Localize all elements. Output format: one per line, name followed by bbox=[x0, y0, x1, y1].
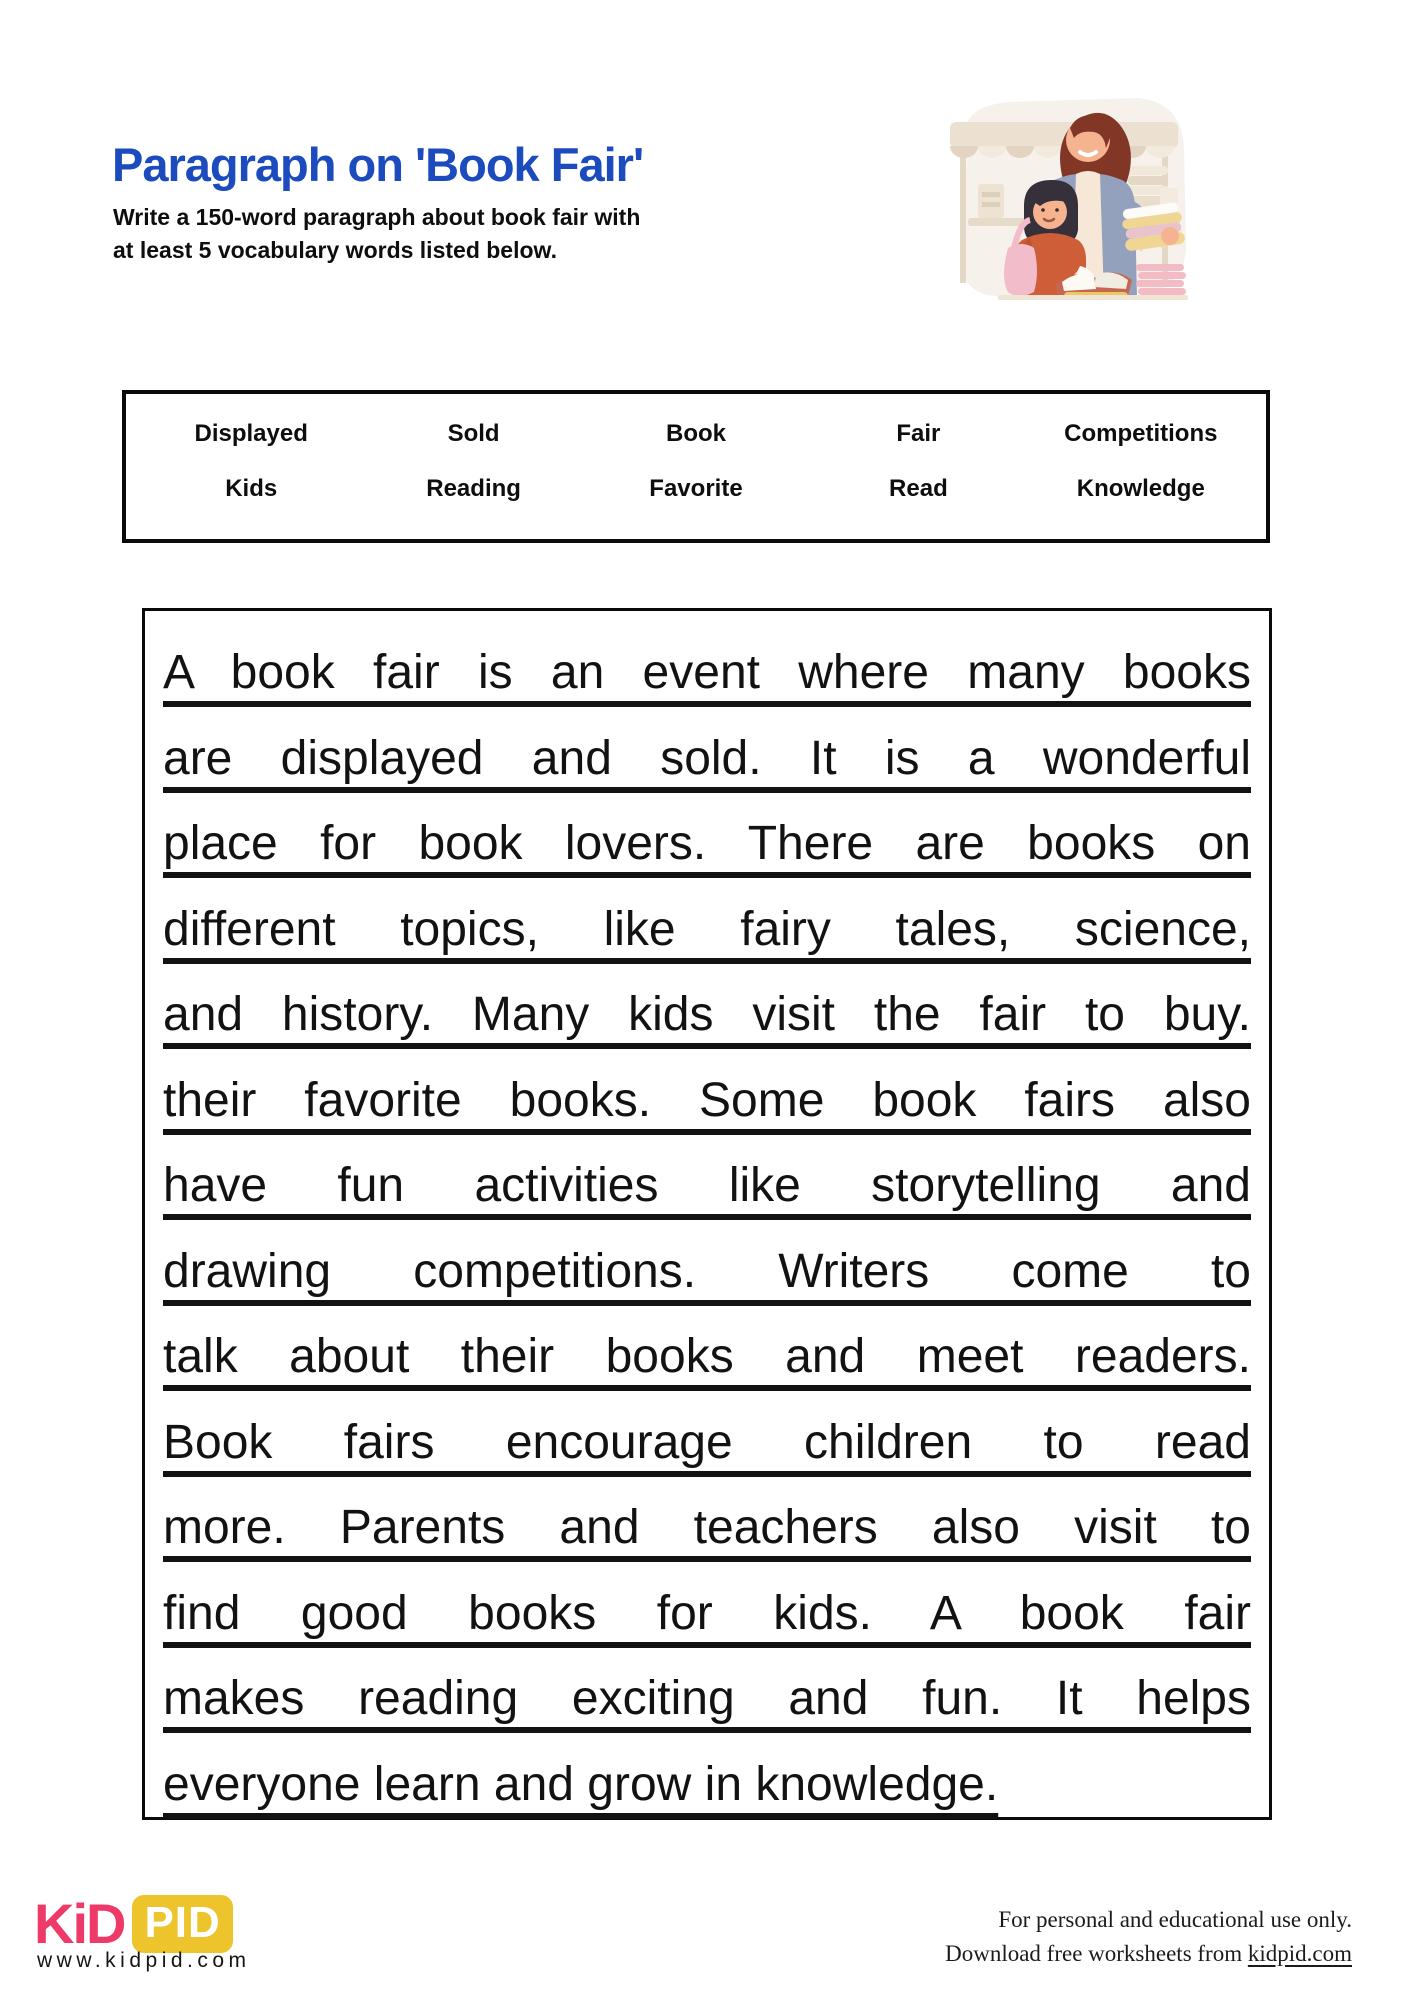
paragraph-line: find good books for kids. A book fair bbox=[163, 1586, 1251, 1640]
paragraph-line: are displayed and sold. It is a wonderful bbox=[163, 731, 1251, 785]
vocab-word: Fair bbox=[896, 420, 941, 447]
vocab-word: Book bbox=[665, 420, 726, 447]
vocabulary-grid bbox=[126, 394, 1266, 503]
kidpid-logo bbox=[34, 1891, 233, 1956]
book-fair-illustration bbox=[938, 88, 1190, 300]
paragraph-line: more. Parents and teachers also visit to bbox=[163, 1501, 1251, 1554]
vocab-word: Competitions bbox=[1064, 420, 1218, 447]
website-url: www.kidpid.com bbox=[37, 1949, 251, 1972]
paragraph-line: drawing competitions. Writers come to bbox=[163, 1244, 1251, 1298]
vocab-word: Read bbox=[889, 475, 948, 502]
paragraph-box bbox=[142, 608, 1272, 1820]
paragraph-line: everyone learn and grow in knowledge. bbox=[163, 1757, 999, 1811]
kidpid-link[interactable]: kidpid.com bbox=[1247, 1941, 1352, 1966]
vocab-word: Favorite bbox=[649, 475, 743, 502]
paragraph-line: place for book lovers. There are books on bbox=[163, 817, 1251, 870]
vocab-word: Knowledge bbox=[1076, 475, 1205, 502]
paragraph-line: talk about their books and meet readers. bbox=[163, 1330, 1251, 1383]
paragraph-line: A book fair is an event where many books bbox=[163, 646, 1251, 699]
paragraph-line: different topics, like fairy tales, science, bbox=[163, 902, 1251, 956]
usage-line1: For personal and educational use only. bbox=[998, 1907, 1352, 1932]
vocab-word: Displayed bbox=[194, 420, 308, 447]
paragraph-line: their favorite books. Some book fairs also bbox=[163, 1073, 1251, 1127]
instructions-line2: at least 5 vocabulary words listed below. bbox=[113, 237, 557, 263]
vocabulary-box bbox=[122, 390, 1270, 543]
book-fair-illustration-svg bbox=[938, 88, 1190, 300]
usage-line2: Download free worksheets from kidpid.com bbox=[945, 1941, 1352, 1966]
vocab-word: Kids bbox=[225, 475, 278, 502]
vocab-word: Sold bbox=[447, 420, 500, 447]
instructions-line1: Write a 150-word paragraph about book fair with bbox=[113, 204, 641, 230]
paragraph-line: have fun activities like storytelling and bbox=[163, 1159, 1251, 1212]
instructions bbox=[113, 201, 673, 267]
paragraph-line: makes reading exciting and fun. It helps bbox=[163, 1672, 1251, 1725]
kidpid-logo-pid: PID bbox=[132, 1895, 232, 1953]
kidpid-logo-kid: KiD bbox=[34, 1892, 125, 1955]
vocab-word: Reading bbox=[426, 475, 521, 502]
usage-note bbox=[945, 1903, 1352, 1971]
paragraph-line: Book fairs encourage children to read bbox=[163, 1415, 1251, 1469]
paragraph-line: and history. Many kids visit the fair to buy. bbox=[163, 988, 1251, 1041]
page-title: Paragraph on 'Book Fair' bbox=[112, 138, 644, 191]
